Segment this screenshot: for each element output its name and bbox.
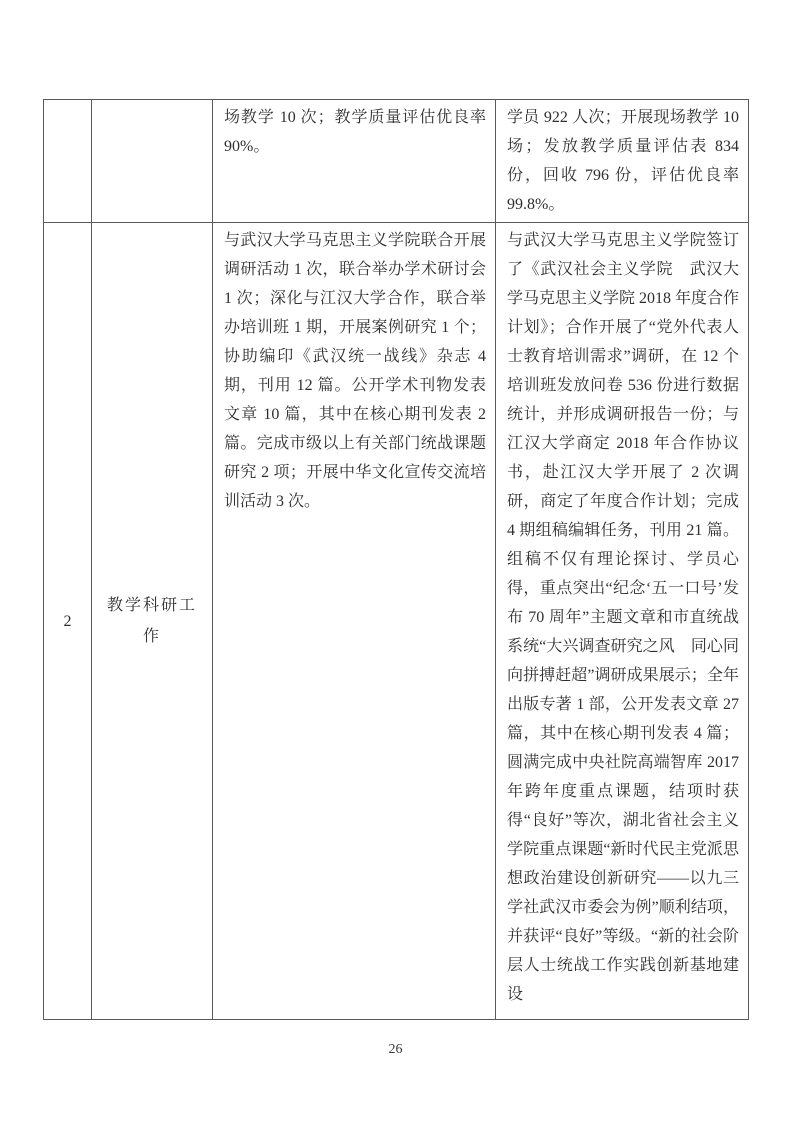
category-cell — [92, 100, 213, 223]
serial-number-cell: 2 — [44, 223, 92, 1020]
plan-text-cell: 与武汉大学马克思主义学院联合开展调研活动 1 次，联合举办学术研讨会 1 次；深化与江汉大学合作，联合举办培训班 1 期，开展案例研究 1 个；协助编印《武汉统一战线》杂志 4 期，刊用 12 篇。公开学术刊物发表文章 10 篇，其中在核心期刊发表 2 篇。完成市级以上有关部门统战课题研究 2 项；开展中华文化宣传交流培训活动 3 次。 — [213, 223, 496, 1020]
page-number: 26 — [388, 1042, 403, 1057]
table-row-continued — [44, 100, 749, 223]
table-row-teaching-research — [44, 223, 749, 1020]
result-text-cell: 与武汉大学马克思主义学院签订了《武汉社会主义学院 武汉大学马克思主义学院 2018 年度合作计划》；合作开展了“党外代表人士教育培训需求”调研，在 12 个培训班发放问卷 536 份进行数据统计，并形成调研报告一份；与江汉大学商定 2018 年合作协议书，赴江汉大学开展了 2 次调研，商定了年度合作计划；完成 4 期组稿编辑任务，刊用 21 篇。组稿不仅有理论探讨、学员心得，重点突出“纪念‘五一口号’发布 70 周年”主题文章和市直统战系统“大兴调查研究之风 同心同向拼搏赶超”调研成果展示；全年出版专著 1 部，公开发表文章 27 篇，其中在核心期刊发表 4 篇；圆满完成中央社院高端智库 2017 年跨年度重点课题，结项时获得“良好”等次，湖北省社会主义学院重点课题“新时代民主党派思想政治建设创新研究——以九三学社武汉市委会为例”顺利结项，并获评“良好”等级。“新的社会阶层人士统战工作实践创新基地建设 — [496, 223, 749, 1020]
category-cell — [92, 223, 213, 1020]
serial-number-cell — [44, 100, 92, 223]
work-report-table — [43, 99, 749, 1020]
result-text-cell: 学员 922 人次；开展现场教学 10 场；发放教学质量评估表 834 份，回收 796 份，评估优良率 99.8%。 — [496, 100, 749, 223]
plan-text-cell: 场教学 10 次；教学质量评估优良率 90%。 — [213, 100, 496, 223]
category-label: 教学科研工作 — [106, 597, 197, 645]
